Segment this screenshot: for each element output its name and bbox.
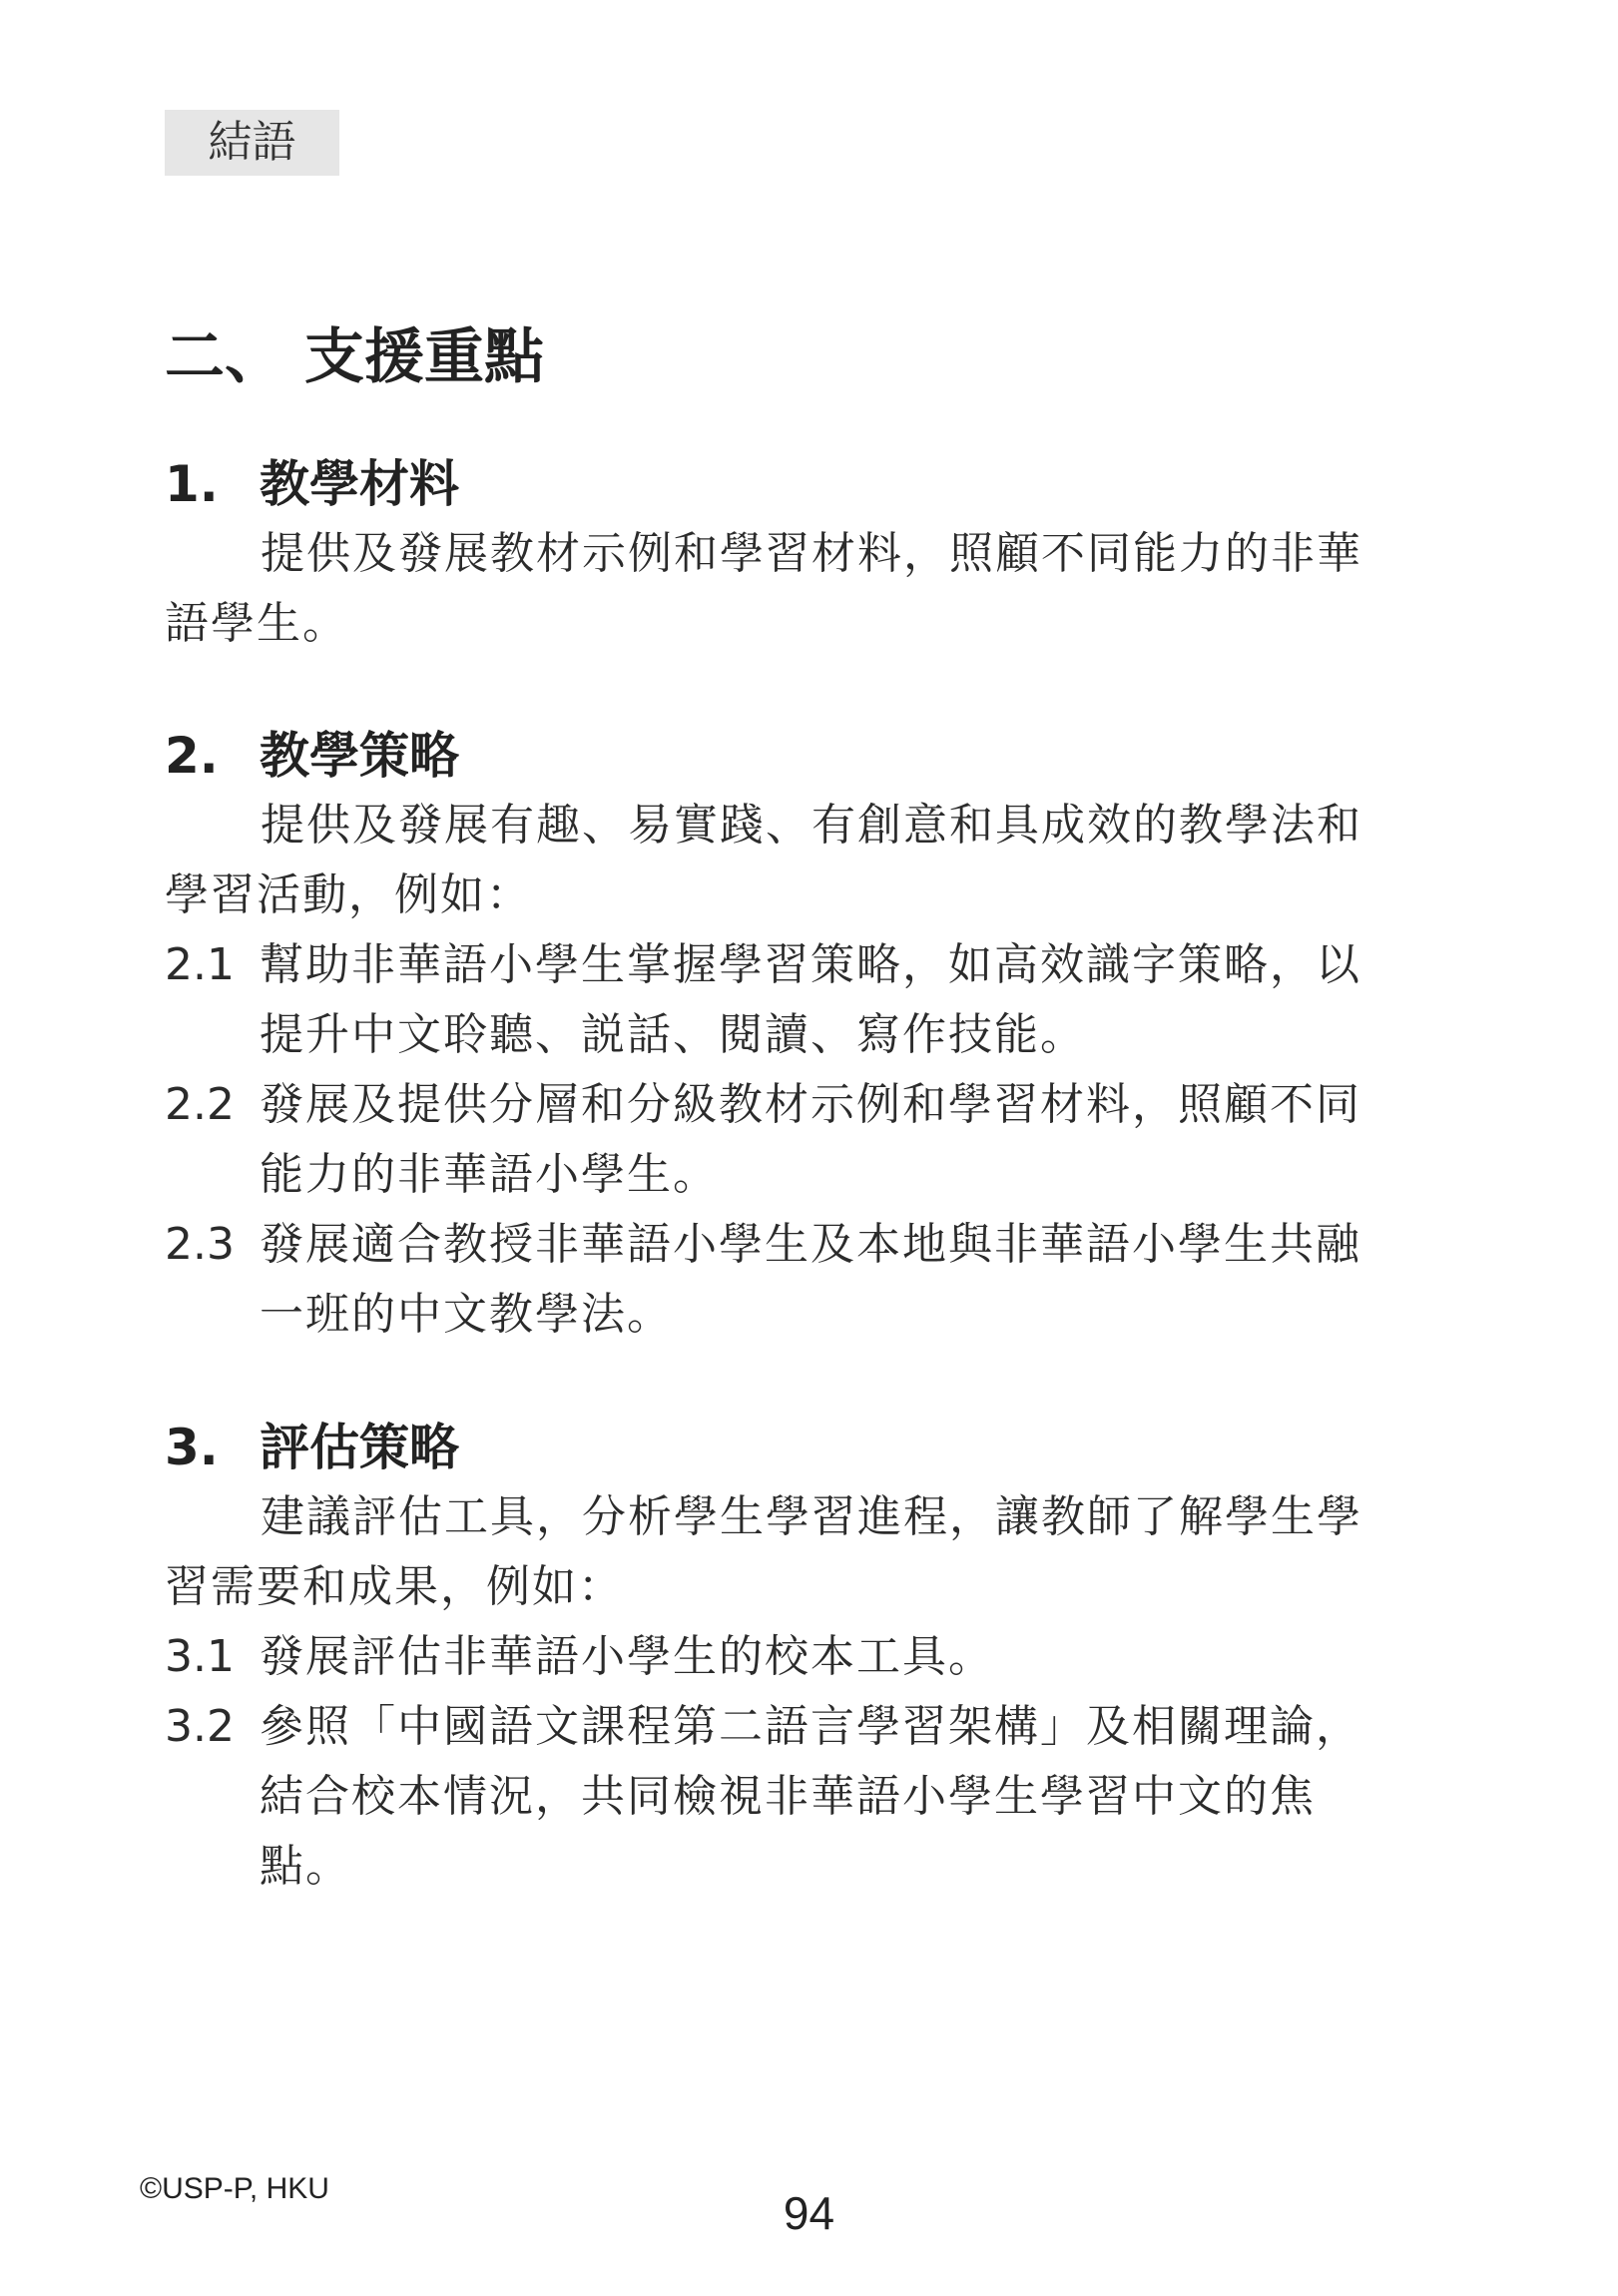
list-item-text: 發展適合教授非華語小學生及本地與非華語小學生共融一班的中文教學法。: [260, 1219, 1361, 1340]
page-number: 94: [783, 2187, 835, 2239]
section-title-text: 支援重點: [304, 322, 544, 392]
subsection-number: 1.: [165, 455, 219, 513]
list-item-number: 3.1: [165, 1631, 235, 1682]
subsection-heading: [165, 721, 1362, 791]
subsection-paragraph: 建議評估工具，分析學生學習進程，讓教師了解學生學習需要和成果，例如：: [165, 1491, 1362, 1612]
subsection-paragraph: 提供及發展有趣、易實踐、有創意和具成效的教學法和學習活動，例如：: [165, 800, 1362, 920]
subsection-title: 教學材料: [260, 455, 459, 513]
subsection-number: 2.: [165, 727, 219, 785]
copyright-notice: ©USP-P, HKU: [140, 2172, 329, 2205]
list-item-number: 3.2: [165, 1701, 235, 1752]
list-item-text: 參照「中國語文課程第二語言學習架構」及相關理論，結合校本情況，共同檢視非華語小學生學習中文的焦點。: [260, 1701, 1361, 1892]
list-item: [165, 1070, 1362, 1210]
list-item: [165, 1210, 1362, 1350]
list-item-text: 發展評估非華語小學生的校本工具。: [260, 1631, 994, 1682]
subsection-heading: [165, 449, 1362, 519]
subsection-teaching-strategies: [165, 721, 1362, 1350]
list-item: [165, 1622, 1362, 1692]
list-item: [165, 1692, 1362, 1902]
subsection-paragraph: 提供及發展教材示例和學習材料，照顧不同能力的非華語學生。: [165, 528, 1362, 649]
list-item-text: 發展及提供分層和分級教材示例和學習材料，照顧不同能力的非華語小學生。: [260, 1079, 1361, 1200]
list-item-number: 2.2: [165, 1079, 235, 1130]
list-item-number: 2.1: [165, 939, 235, 990]
chapter-tag: 結語: [165, 110, 339, 176]
list-item-text: 幫助非華語小學生掌握學習策略，如高效識字策略，以提升中文聆聽、説話、閱讀、寫作技能。: [260, 939, 1361, 1060]
section-title: [165, 317, 544, 397]
subsection-title: 教學策略: [260, 727, 459, 785]
subsection-title: 評估策略: [260, 1419, 459, 1476]
list-item: [165, 930, 1362, 1070]
subsection-number: 3.: [165, 1419, 219, 1476]
section-number: 二、: [165, 322, 284, 392]
subsection-teaching-materials: [165, 449, 1362, 659]
list-item-number: 2.3: [165, 1219, 235, 1270]
subsection-heading: [165, 1413, 1362, 1482]
subsection-assessment-strategies: [165, 1413, 1362, 1902]
